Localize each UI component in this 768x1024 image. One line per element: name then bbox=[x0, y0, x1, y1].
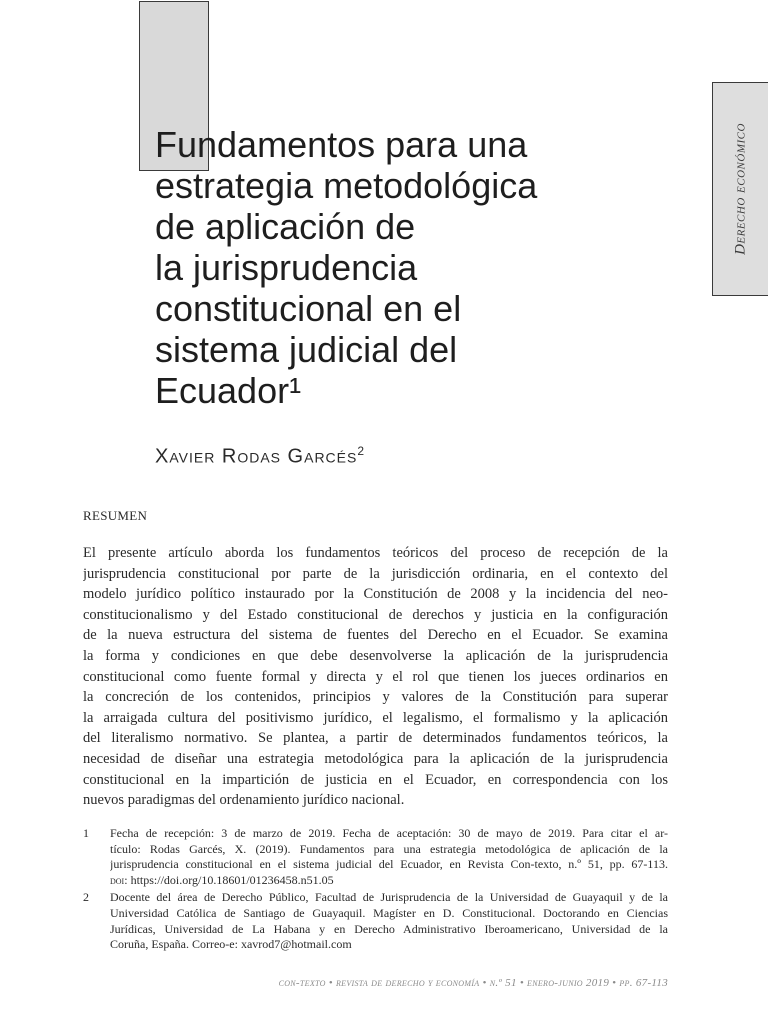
title-line: Ecuador¹ bbox=[155, 370, 302, 411]
title-line: la jurisprudencia bbox=[155, 247, 418, 288]
abstract-line: la forma y condiciones en que debe desenvolverse la aplicación de la jurisprudencia bbox=[83, 647, 668, 664]
doi-label: doi bbox=[110, 872, 125, 887]
abstract-line: constitucional como fuente formal y directa y el rol que tienen los jueces ordinarios en bbox=[83, 668, 668, 685]
abstract-line: necesidad de diseñar una estrategia metodológica para la aplicación de la jurisprudencia bbox=[83, 750, 668, 767]
footnotes bbox=[83, 826, 668, 955]
article-title bbox=[155, 124, 655, 411]
title-line: estrategia metodológica bbox=[155, 165, 538, 206]
footnote-2 bbox=[83, 890, 668, 952]
abstract-body bbox=[83, 543, 668, 811]
abstract-line: jurisprudencia constitucional por parte de la jurisdicción ordinaria, en el contexto del bbox=[83, 565, 668, 582]
footnote-number: 2 bbox=[83, 890, 89, 905]
abstract-line: constitucionalismo y del Estado constitucional de derechos y justicia en la configuración bbox=[83, 606, 668, 623]
title-line: Fundamentos para una bbox=[155, 124, 528, 165]
footnote-line: Universidad Católica de Santiago de Guayaquil. Magíster en D. Constitucional. Doctorando en Ciencias bbox=[110, 905, 668, 920]
doi-link[interactable]: https://doi.org/10.18601/01236458.n51.05 bbox=[130, 872, 334, 887]
footnote-line: Coruña, España. Correo-e: xavrod7@hotmail.com bbox=[110, 937, 352, 952]
abstract-line: nuevos paradigmas del ordenamiento jurídico nacional. bbox=[83, 792, 405, 809]
footnote-line: jurisprudencia constitucional en el sistema judicial del Ecuador, en Revista Con-texto, n.º 51, pp. 67-113. bbox=[110, 857, 668, 872]
abstract-line: del literalismo normativo. Se plantea, a partir de determinados fundamentos teóricos, la bbox=[83, 730, 668, 747]
abstract-line: la concreción de los contenidos, principios y valores de la Constitución para superar bbox=[83, 689, 668, 706]
footnote-line: Docente del área de Derecho Público, Facultad de Jurisprudencia de la Universidad de Guayaquil y de la bbox=[110, 890, 668, 905]
section-side-tab bbox=[712, 82, 768, 296]
title-line: constitucional en el bbox=[155, 288, 462, 329]
author-footnote-ref[interactable]: 2 bbox=[357, 444, 366, 458]
author-byline bbox=[155, 444, 365, 469]
abstract-line: modelo jurídico político instaurado por la Constitución de 2008 y la incidencia del neo- bbox=[83, 586, 668, 603]
title-line: de aplicación de bbox=[155, 206, 416, 247]
footnote-line: Jurídicas, Universidad de La Habana y en Derecho Administrativo Iberoamericano, Universidad de la bbox=[110, 921, 668, 936]
abstract-line: de la nueva estructura del sistema de fuentes del Derecho en el Ecuador. Se examina bbox=[83, 627, 668, 644]
footnote-line: Fecha de recepción: 3 de marzo de 2019. Fecha de aceptación: 30 de mayo de 2019. Para citar el ar- bbox=[110, 826, 668, 840]
footnote-1 bbox=[83, 826, 668, 888]
footnote-number: 1 bbox=[83, 826, 89, 840]
section-label: Derecho económico bbox=[732, 123, 748, 255]
author-name: Xavier Rodas Garcés bbox=[155, 445, 358, 468]
title-line: sistema judicial del bbox=[155, 329, 458, 370]
running-footer: con-texto • revista de derecho y economía • n.º 51 • enero-junio 2019 • pp. 67-113 bbox=[278, 977, 668, 989]
footnote-doi-line: doi: https://doi.org/10.18601/01236458.n51.05 bbox=[110, 872, 334, 887]
footnote-line: tículo: Rodas Garcés, X. (2019). Fundamentos para una estrategia metodológica de aplicación de la bbox=[110, 841, 668, 856]
abstract-line: la arraigada cultura del positivismo jurídico, el legalismo, el formalismo y la aplicación bbox=[83, 709, 668, 726]
abstract-line: constitucional en la impartición de justicia en el Ecuador, en correspondencia con los bbox=[83, 771, 668, 788]
abstract-line: El presente artículo aborda los fundamentos teóricos del proceso de recepción de la bbox=[83, 545, 668, 561]
abstract-heading: RESUMEN bbox=[83, 508, 148, 523]
